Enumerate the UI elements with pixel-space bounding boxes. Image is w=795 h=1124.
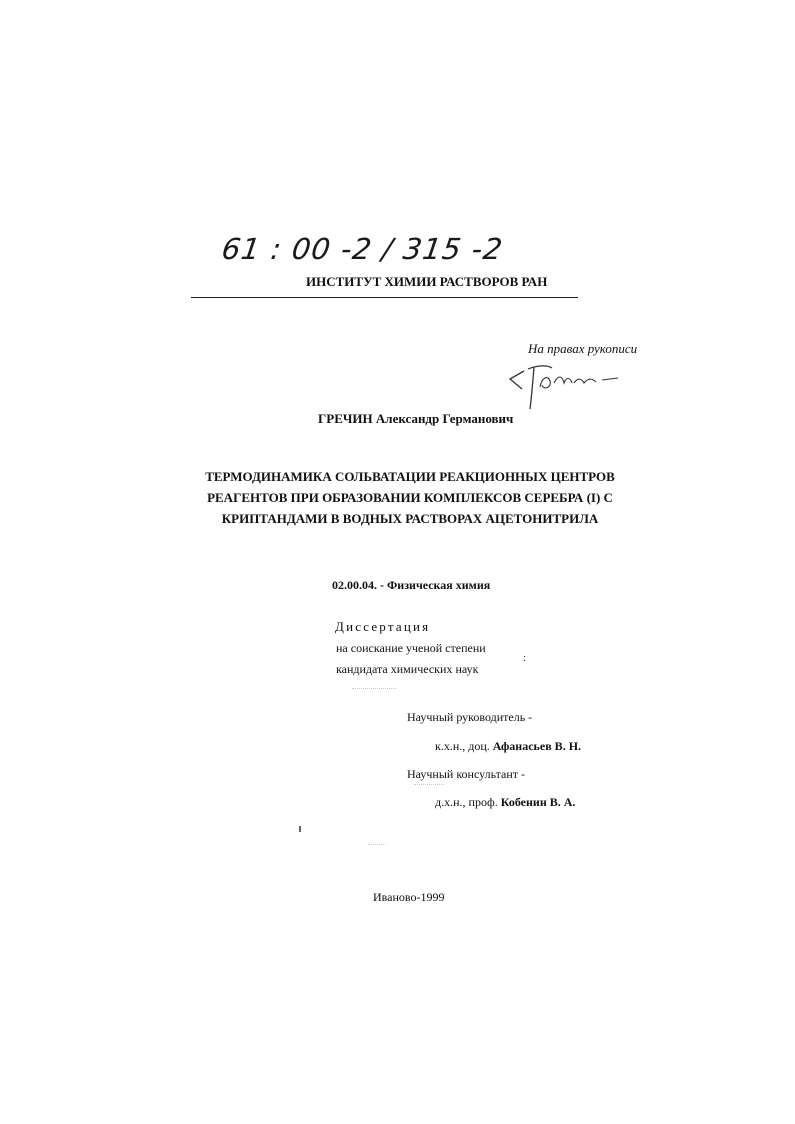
supervisor-line bbox=[435, 739, 581, 754]
scan-artifact bbox=[414, 784, 444, 785]
institute-name: ИНСТИТУТ ХИМИИ РАСТВОРОВ РАН bbox=[306, 274, 548, 289]
title-line: РЕАГЕНТОВ ПРИ ОБРАЗОВАНИИ КОМПЛЕКСОВ СЕРЕБРА (I) С bbox=[207, 490, 613, 505]
rights-note: На правах рукописи bbox=[528, 341, 638, 356]
supervisor-label: Научный руководитель - bbox=[407, 710, 533, 724]
degree-sought-line1: на соискание ученой степени bbox=[336, 641, 486, 655]
degree-sought-line2: кандидата химических наук bbox=[336, 662, 479, 676]
title-line: ТЕРМОДИНАМИКА СОЛЬВАТАЦИИ РЕАКЦИОННЫХ ЦЕНТРОВ bbox=[205, 469, 615, 484]
consultant-line bbox=[435, 795, 575, 810]
scan-artifact bbox=[352, 688, 396, 689]
specialty: 02.00.04. - Физическая химия bbox=[332, 578, 491, 592]
consultant-label: Научный консультант - bbox=[407, 767, 525, 781]
author-signature-icon bbox=[504, 357, 624, 413]
author-name: ГРЕЧИН Александр Германович bbox=[318, 411, 514, 426]
city-year: Иваново-1999 bbox=[373, 890, 445, 904]
dissertation-type: Диссертация bbox=[335, 619, 431, 634]
title-line: КРИПТАНДАМИ В ВОДНЫХ РАСТВОРАХ АЦЕТОНИТРИЛА bbox=[221, 511, 599, 526]
scan-mark: : bbox=[523, 653, 526, 664]
scan-artifact bbox=[368, 844, 386, 845]
header-divider bbox=[191, 297, 578, 298]
dissertation-title bbox=[180, 466, 640, 529]
supervisor-degree: к.х.н., доц. bbox=[435, 739, 490, 753]
consultant-degree: д.х.н., проф. bbox=[435, 795, 498, 809]
consultant-name: Кобенин В. А. bbox=[500, 795, 576, 809]
scan-artifact bbox=[299, 826, 301, 832]
supervisor-name: Афанасьев В. Н. bbox=[492, 739, 582, 753]
archive-code-handwritten: 61 : 00 -2 / 315 -2 bbox=[219, 232, 506, 266]
